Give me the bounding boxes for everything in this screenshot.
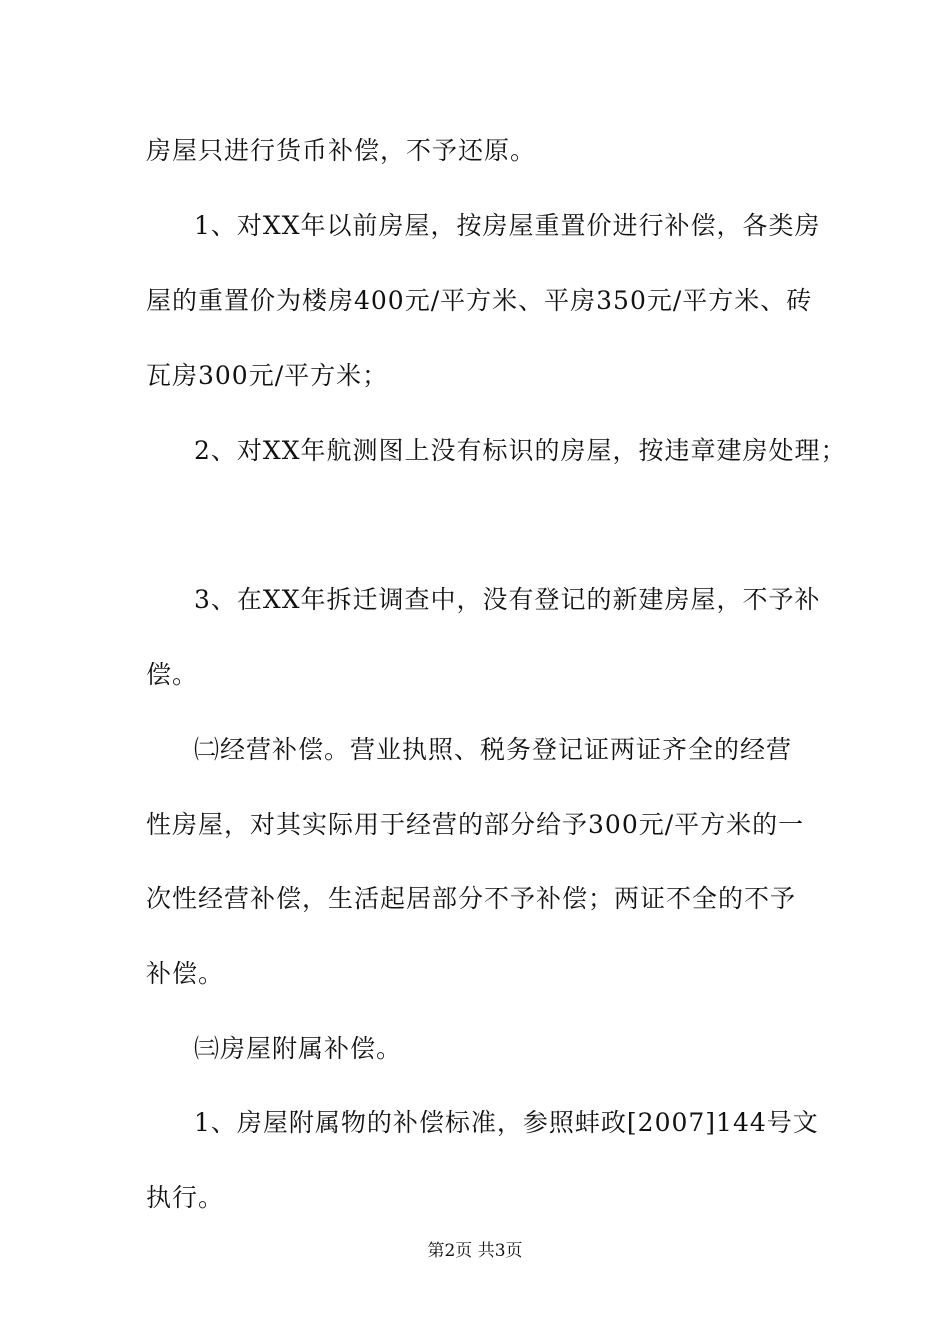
paragraph-line: 补偿。 xyxy=(146,959,225,988)
paragraph-line: 执行。 xyxy=(146,1183,225,1212)
paragraph-line: ㈡经营补偿。营业执照、税务登记证两证齐全的经营 xyxy=(194,735,793,764)
paragraph-line: 3、在XX年拆迁调查中，没有登记的新建房屋，不予补 xyxy=(194,585,821,614)
paragraph-line: 2、对XX年航测图上没有标识的房屋，按违章建房处理； xyxy=(194,436,847,465)
paragraph-line: 性房屋，对其实际用于经营的部分给予300元/平方米的一 xyxy=(146,810,805,839)
page-number: 第2页 共3页 xyxy=(427,1241,523,1261)
paragraph-line: 1、房屋附属物的补偿标准，参照蚌政[2007]144号文 xyxy=(194,1108,819,1137)
paragraph-line: 瓦房300元/平方米； xyxy=(146,361,389,390)
paragraph-line: 房屋只进行货币补偿，不予还原。 xyxy=(146,136,537,165)
paragraph-line: ㈢房屋附属补偿。 xyxy=(194,1034,403,1063)
paragraph-line: 次性经营补偿，生活起居部分不予补偿；两证不全的不予 xyxy=(146,884,797,913)
paragraph-line: 偿。 xyxy=(146,660,199,689)
paragraph-line: 屋的重置价为楼房400元/平方米、平房350元/平方米、砖 xyxy=(146,286,813,315)
paragraph-line: 1、对XX年以前房屋，按房屋重置价进行补偿，各类房 xyxy=(194,211,821,240)
